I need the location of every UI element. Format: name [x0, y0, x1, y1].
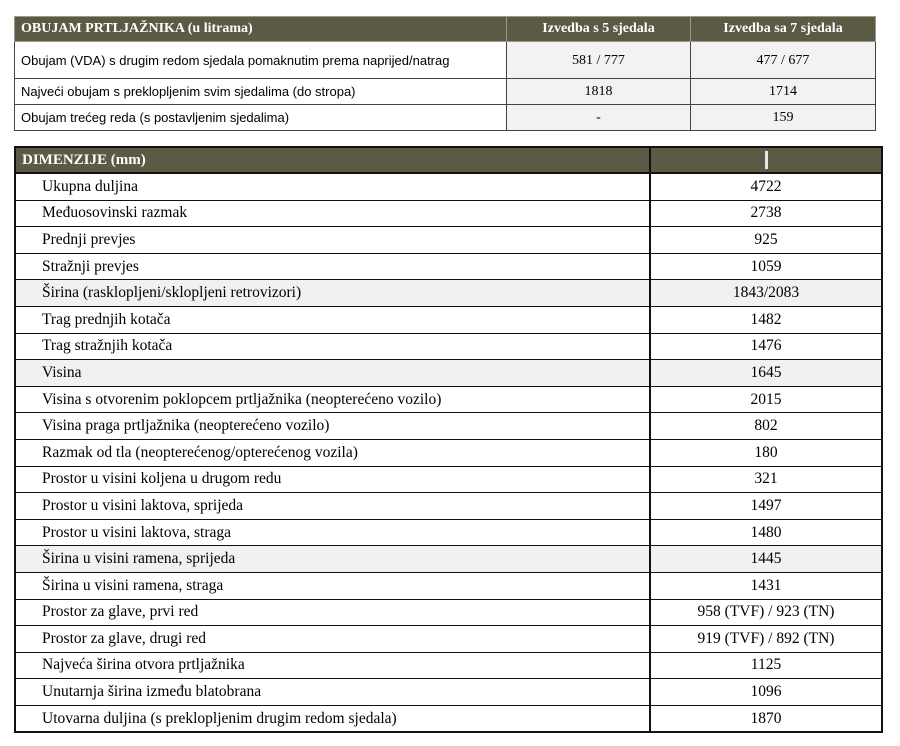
dimensions-header-row	[15, 147, 882, 173]
dimensions-table	[14, 146, 883, 733]
dimensions-header-label: DIMENZIJE (mm)	[15, 147, 650, 173]
dimension-label: Prednji prevjes	[15, 227, 650, 254]
dimension-label: Visina	[15, 360, 650, 387]
dimension-label: Prostor u visini laktova, sprijeda	[15, 493, 650, 520]
table-row	[15, 679, 882, 706]
value-7-seats: 477 / 677	[691, 42, 876, 79]
dimension-label: Visina s otvorenim poklopcem prtljažnika (neopterećeno vozilo)	[15, 386, 650, 413]
table-row	[15, 79, 876, 105]
table-row	[15, 599, 882, 626]
dimension-value: 925	[650, 227, 882, 254]
luggage-header-label: OBUJAM PRTLJAŽNIKA (u litrama)	[15, 17, 507, 42]
dimension-value: 1096	[650, 679, 882, 706]
table-row	[15, 200, 882, 227]
table-row	[15, 386, 882, 413]
dimension-value: 1870	[650, 705, 882, 732]
dimension-value: 2738	[650, 200, 882, 227]
dimension-value: 1482	[650, 306, 882, 333]
text-cursor	[765, 151, 768, 169]
table-row	[15, 306, 882, 333]
dimension-value: 2015	[650, 386, 882, 413]
dimension-value: 4722	[650, 173, 882, 200]
dimension-label: Prostor za glave, drugi red	[15, 626, 650, 653]
dimensions-body	[15, 173, 882, 732]
dimension-label: Unutarnja širina između blatobrana	[15, 679, 650, 706]
dimension-value: 1125	[650, 652, 882, 679]
dimension-label: Širina u visini ramena, straga	[15, 572, 650, 599]
dimension-value: 802	[650, 413, 882, 440]
row-label: Obujam (VDA) s drugim redom sjedala pomaknutim prema naprijed/natrag	[15, 42, 507, 79]
luggage-header-row	[15, 17, 876, 42]
dimension-label: Prostor u visini laktova, straga	[15, 519, 650, 546]
dimension-label: Trag stražnjih kotača	[15, 333, 650, 360]
dimension-label: Ukupna duljina	[15, 173, 650, 200]
dimension-label: Stražnji prevjes	[15, 253, 650, 280]
dimension-value: 180	[650, 439, 882, 466]
table-row	[15, 493, 882, 520]
row-label: Obujam trećeg reda (s postavljenim sjedalima)	[15, 105, 507, 131]
dimension-label: Utovarna duljina (s preklopljenim drugim redom sjedala)	[15, 705, 650, 732]
dimension-value: 1445	[650, 546, 882, 573]
table-row	[15, 572, 882, 599]
dimensions-header-value	[650, 147, 882, 173]
dimension-label: Širina (rasklopljeni/sklopljeni retrovizori)	[15, 280, 650, 307]
dimension-value: 1059	[650, 253, 882, 280]
dimension-label: Visina praga prtljažnika (neopterećeno vozilo)	[15, 413, 650, 440]
table-row	[15, 519, 882, 546]
table-row	[15, 227, 882, 254]
dimension-label: Širina u visini ramena, sprijeda	[15, 546, 650, 573]
dimension-label: Međuosovinski razmak	[15, 200, 650, 227]
dimension-label: Najveća širina otvora prtljažnika	[15, 652, 650, 679]
luggage-header-7-seats: Izvedba sa 7 sjedala	[691, 17, 876, 42]
dimension-label: Trag prednjih kotača	[15, 306, 650, 333]
dimension-value: 321	[650, 466, 882, 493]
value-5-seats: -	[507, 105, 691, 131]
dimension-label: Razmak od tla (neopterećenog/opterećenog vozila)	[15, 439, 650, 466]
dimension-value: 1497	[650, 493, 882, 520]
dimension-value: 1843/2083	[650, 280, 882, 307]
table-row	[15, 626, 882, 653]
dimension-value: 1476	[650, 333, 882, 360]
dimension-value: 958 (TVF) / 923 (TN)	[650, 599, 882, 626]
table-row	[15, 546, 882, 573]
dimension-value: 1480	[650, 519, 882, 546]
value-7-seats: 1714	[691, 79, 876, 105]
dimension-label: Prostor za glave, prvi red	[15, 599, 650, 626]
table-row	[15, 413, 882, 440]
luggage-volume-table	[14, 16, 876, 131]
dimension-value: 1645	[650, 360, 882, 387]
table-row	[15, 439, 882, 466]
table-row	[15, 173, 882, 200]
table-row	[15, 280, 882, 307]
value-5-seats: 581 / 777	[507, 42, 691, 79]
value-7-seats: 159	[691, 105, 876, 131]
table-row	[15, 466, 882, 493]
dimension-label: Prostor u visini koljena u drugom redu	[15, 466, 650, 493]
table-row	[15, 105, 876, 131]
table-row	[15, 360, 882, 387]
table-row	[15, 333, 882, 360]
table-row	[15, 253, 882, 280]
value-5-seats: 1818	[507, 79, 691, 105]
dimension-value: 919 (TVF) / 892 (TN)	[650, 626, 882, 653]
dimension-value: 1431	[650, 572, 882, 599]
row-label: Najveći obujam s preklopljenim svim sjedalima (do stropa)	[15, 79, 507, 105]
table-row	[15, 705, 882, 732]
luggage-header-5-seats: Izvedba s 5 sjedala	[507, 17, 691, 42]
table-row	[15, 42, 876, 79]
table-row	[15, 652, 882, 679]
